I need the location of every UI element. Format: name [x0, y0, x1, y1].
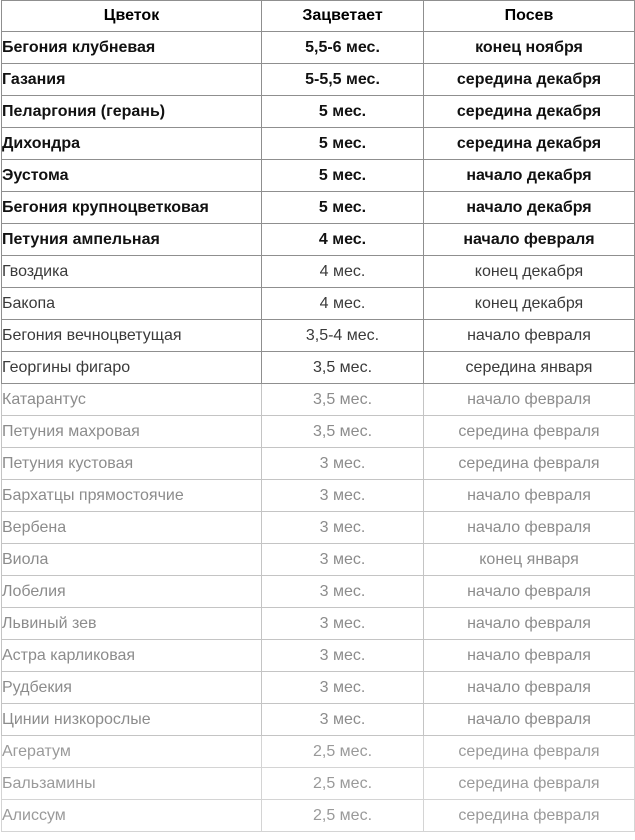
- table-row: [2, 608, 635, 640]
- bloom-time-cell: 4 мес.: [262, 256, 424, 288]
- sowing-time-cell: начало февраля: [424, 320, 635, 352]
- bloom-time-cell: 4 мес.: [262, 288, 424, 320]
- flower-name-cell: Львиный зев: [2, 608, 262, 640]
- table-row: [2, 288, 635, 320]
- sowing-time-cell: начало февраля: [424, 480, 635, 512]
- table-row: [2, 192, 635, 224]
- bloom-time-cell: 4 мес.: [262, 224, 424, 256]
- table-row: [2, 640, 635, 672]
- sowing-time-cell: начало декабря: [424, 192, 635, 224]
- flower-name-cell: Рудбекия: [2, 672, 262, 704]
- sowing-time-cell: середина декабря: [424, 96, 635, 128]
- bloom-time-cell: 2,5 мес.: [262, 800, 424, 832]
- table-row: [2, 448, 635, 480]
- table-header-row: [2, 1, 635, 32]
- flower-name-cell: Алиссум: [2, 800, 262, 832]
- table-row: [2, 736, 635, 768]
- bloom-time-cell: 3 мес.: [262, 672, 424, 704]
- flower-name-cell: Виола: [2, 544, 262, 576]
- sowing-time-cell: начало февраля: [424, 704, 635, 736]
- sowing-time-cell: середина февраля: [424, 416, 635, 448]
- flower-name-cell: Агератум: [2, 736, 262, 768]
- table-row: [2, 160, 635, 192]
- flower-name-cell: Дихондра: [2, 128, 262, 160]
- sowing-time-cell: начало февраля: [424, 384, 635, 416]
- flower-name-cell: Вербена: [2, 512, 262, 544]
- flower-name-cell: Бегония вечноцветущая: [2, 320, 262, 352]
- sowing-time-cell: конец ноября: [424, 32, 635, 64]
- table-body: [2, 32, 635, 832]
- sowing-time-cell: конец января: [424, 544, 635, 576]
- bloom-time-cell: 3,5 мес.: [262, 352, 424, 384]
- header-flower: Цветок: [2, 1, 262, 32]
- bloom-time-cell: 3 мес.: [262, 544, 424, 576]
- sowing-time-cell: середина февраля: [424, 448, 635, 480]
- sowing-time-cell: середина декабря: [424, 128, 635, 160]
- bloom-time-cell: 3 мес.: [262, 448, 424, 480]
- table-row: [2, 416, 635, 448]
- flower-name-cell: Гвоздика: [2, 256, 262, 288]
- table-row: [2, 800, 635, 832]
- sowing-time-cell: начало февраля: [424, 608, 635, 640]
- flower-name-cell: Бальзамины: [2, 768, 262, 800]
- flower-name-cell: Лобелия: [2, 576, 262, 608]
- bloom-time-cell: 5-5,5 мес.: [262, 64, 424, 96]
- table-row: [2, 704, 635, 736]
- flower-name-cell: Газания: [2, 64, 262, 96]
- flower-name-cell: Петуния кустовая: [2, 448, 262, 480]
- flower-name-cell: Астра карликовая: [2, 640, 262, 672]
- bloom-time-cell: 3 мес.: [262, 704, 424, 736]
- table-row: [2, 128, 635, 160]
- table-row: [2, 320, 635, 352]
- sowing-calendar-sheet: [1, 0, 634, 832]
- bloom-time-cell: 3,5-4 мес.: [262, 320, 424, 352]
- bloom-time-cell: 3 мес.: [262, 480, 424, 512]
- sowing-time-cell: начало февраля: [424, 640, 635, 672]
- sowing-time-cell: середина декабря: [424, 64, 635, 96]
- flower-name-cell: Георгины фигаро: [2, 352, 262, 384]
- bloom-time-cell: 3 мес.: [262, 640, 424, 672]
- sowing-time-cell: середина февраля: [424, 768, 635, 800]
- bloom-time-cell: 3,5 мес.: [262, 384, 424, 416]
- sowing-time-cell: начало февраля: [424, 224, 635, 256]
- flower-name-cell: Пеларгония (герань): [2, 96, 262, 128]
- sowing-time-cell: середина января: [424, 352, 635, 384]
- table-row: [2, 352, 635, 384]
- sowing-time-cell: конец декабря: [424, 256, 635, 288]
- bloom-time-cell: 2,5 мес.: [262, 768, 424, 800]
- bloom-time-cell: 3 мес.: [262, 576, 424, 608]
- table-row: [2, 768, 635, 800]
- table-row: [2, 576, 635, 608]
- bloom-time-cell: 5 мес.: [262, 192, 424, 224]
- bloom-time-cell: 3 мес.: [262, 512, 424, 544]
- table-row: [2, 256, 635, 288]
- table-row: [2, 480, 635, 512]
- bloom-time-cell: 3,5 мес.: [262, 416, 424, 448]
- table-row: [2, 64, 635, 96]
- table-row: [2, 224, 635, 256]
- sowing-table: [1, 0, 635, 832]
- header-blooms: Зацветает: [262, 1, 424, 32]
- flower-name-cell: Бархатцы прямостоячие: [2, 480, 262, 512]
- sowing-time-cell: начало февраля: [424, 512, 635, 544]
- bloom-time-cell: 5 мес.: [262, 160, 424, 192]
- bloom-time-cell: 5 мес.: [262, 96, 424, 128]
- sowing-time-cell: начало февраля: [424, 672, 635, 704]
- table-row: [2, 96, 635, 128]
- table-row: [2, 512, 635, 544]
- flower-name-cell: Бегония крупноцветковая: [2, 192, 262, 224]
- flower-name-cell: Петуния ампельная: [2, 224, 262, 256]
- table-row: [2, 672, 635, 704]
- table-row: [2, 384, 635, 416]
- header-sowing: Посев: [424, 1, 635, 32]
- flower-name-cell: Цинии низкорослые: [2, 704, 262, 736]
- sowing-time-cell: середина февраля: [424, 736, 635, 768]
- sowing-time-cell: начало декабря: [424, 160, 635, 192]
- flower-name-cell: Петуния махровая: [2, 416, 262, 448]
- table-row: [2, 544, 635, 576]
- flower-name-cell: Эустома: [2, 160, 262, 192]
- bloom-time-cell: 3 мес.: [262, 608, 424, 640]
- sowing-time-cell: начало февраля: [424, 576, 635, 608]
- sowing-time-cell: конец декабря: [424, 288, 635, 320]
- bloom-time-cell: 5 мес.: [262, 128, 424, 160]
- flower-name-cell: Бегония клубневая: [2, 32, 262, 64]
- bloom-time-cell: 2,5 мес.: [262, 736, 424, 768]
- flower-name-cell: Катарантус: [2, 384, 262, 416]
- flower-name-cell: Бакопа: [2, 288, 262, 320]
- bloom-time-cell: 5,5-6 мес.: [262, 32, 424, 64]
- sowing-time-cell: середина февраля: [424, 800, 635, 832]
- table-row: [2, 32, 635, 64]
